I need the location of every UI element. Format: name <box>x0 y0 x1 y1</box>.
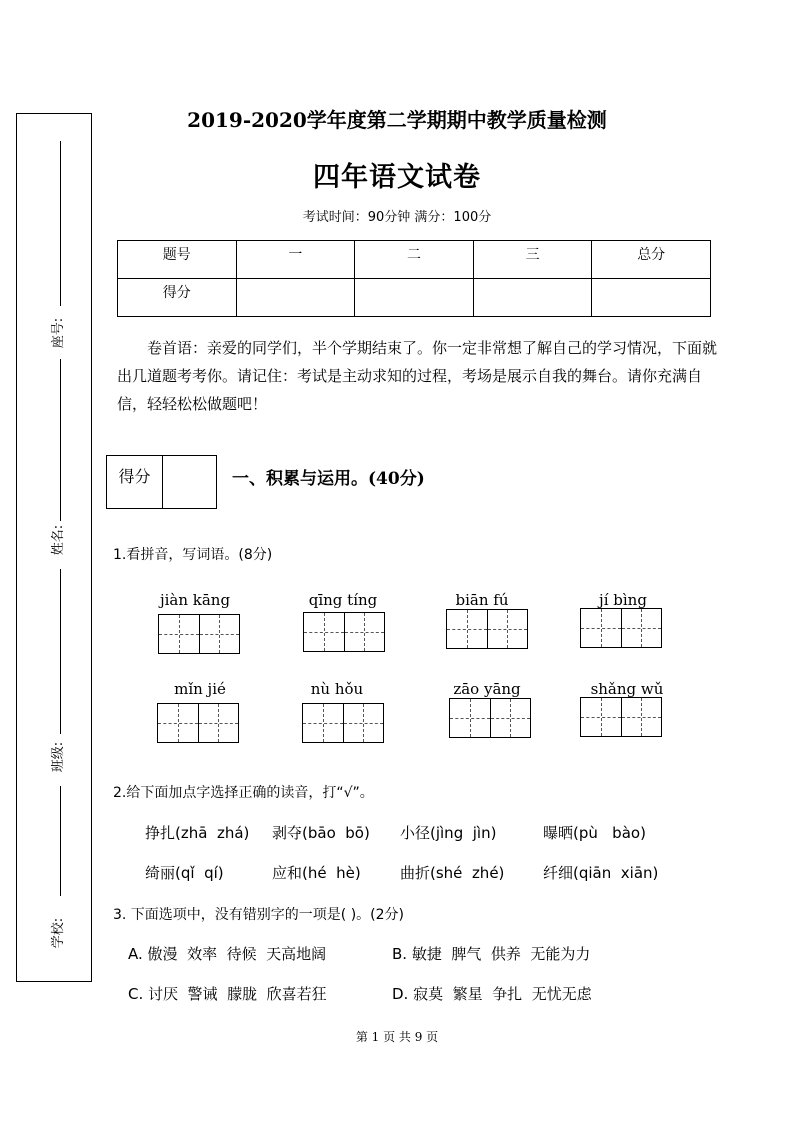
writing-grid[interactable] <box>303 612 385 652</box>
intro-paragraph: 卷首语：亲爱的同学们，半个学期结束了。你一定非常想了解自己的学习情况，下面就出几道题考考你。请记住：考试是主动求知的过程，考场是展示自我的舞台。请你充满自信，轻轻松松做题吧！ <box>117 339 718 413</box>
pinyin-label: jiàn kāng <box>159 591 231 609</box>
section-score-box <box>106 455 217 509</box>
score-header-cell: 题号 <box>118 241 237 279</box>
section-title: 一、积累与运用。(40分) <box>232 469 425 489</box>
school-label: 学校: <box>45 914 73 952</box>
score-header-cell: 总分 <box>592 241 711 279</box>
section-score-label: 得分 <box>107 456 163 508</box>
q3-option-d: D. 寂莫 繁星 争扎 无忧无虑 <box>392 985 592 1003</box>
q3-prompt: 3. 下面选项中，没有错别字的一项是( )。(2分) <box>113 907 405 923</box>
pinyin-label: nù hǒu <box>310 680 364 698</box>
pinyin-label: zāo yāng <box>453 680 521 698</box>
score-table-header-row <box>118 241 711 279</box>
writing-grid[interactable] <box>580 697 662 737</box>
name-line-lower <box>60 569 61 734</box>
pinyin-label: shǎng wǔ <box>590 680 664 698</box>
q2-item: 挣扎(zhā zhá) <box>145 824 250 842</box>
score-cell[interactable] <box>592 279 711 317</box>
seat-line-lower <box>60 359 61 524</box>
score-header-cell: 一 <box>236 241 355 279</box>
writing-grid[interactable] <box>157 703 239 743</box>
class-label: 班级: <box>45 738 73 776</box>
pinyin-label: jí bìng <box>599 591 647 609</box>
writing-grid[interactable] <box>158 614 240 654</box>
writing-grid[interactable] <box>302 703 384 743</box>
exam-info: 考试时间：90分钟 满分：100分 <box>302 210 492 225</box>
pinyin-label: mǐn jié <box>174 680 226 698</box>
score-table-score-row <box>118 279 711 317</box>
score-cell[interactable] <box>236 279 355 317</box>
writing-grid[interactable] <box>449 698 531 738</box>
score-row-label: 得分 <box>118 279 237 317</box>
subject-title: 四年语文试卷 <box>313 162 481 193</box>
q2-item: 曲折(shé zhé) <box>400 864 505 882</box>
q2-item: 曝晒(pù bào) <box>543 824 646 842</box>
class-line-lower <box>60 786 61 896</box>
seat-label: 座号: <box>45 314 73 352</box>
score-table <box>117 240 711 317</box>
q3-option-b: B. 敏捷 脾气 供养 无能为力 <box>392 945 591 963</box>
score-header-cell: 三 <box>473 241 592 279</box>
page-number: 第 1 页 共 9 页 <box>355 1030 439 1044</box>
writing-grid[interactable] <box>446 609 528 649</box>
q3-option-a: A. 傲漫 效率 待候 天高地阔 <box>128 945 327 963</box>
score-cell[interactable] <box>473 279 592 317</box>
q2-item: 绮丽(qǐ qí) <box>145 864 224 882</box>
binding-margin <box>16 113 92 982</box>
q2-item: 纤细(qiān xiān) <box>543 864 659 882</box>
q2-item: 剥夺(bāo bō) <box>272 824 370 842</box>
writing-grid[interactable] <box>580 608 662 648</box>
pinyin-label: biān fú <box>455 591 509 609</box>
q3-option-c: C. 讨厌 警诫 朦胧 欣喜若狂 <box>128 985 327 1003</box>
pinyin-label: qīng tíng <box>308 591 378 609</box>
q2-item: 小径(jìng jìn) <box>400 824 497 842</box>
q2-item: 应和(hé hè) <box>272 864 361 882</box>
score-cell[interactable] <box>355 279 474 317</box>
exam-title: 2019-2020学年度第二学期期中教学质量检测 <box>187 108 607 132</box>
name-label: 姓名: <box>45 521 73 559</box>
q1-prompt: 1.看拼音，写词语。(8分) <box>113 547 273 563</box>
q2-prompt: 2.给下面加点字选择正确的读音，打“√”。 <box>113 785 374 801</box>
score-header-cell: 二 <box>355 241 474 279</box>
